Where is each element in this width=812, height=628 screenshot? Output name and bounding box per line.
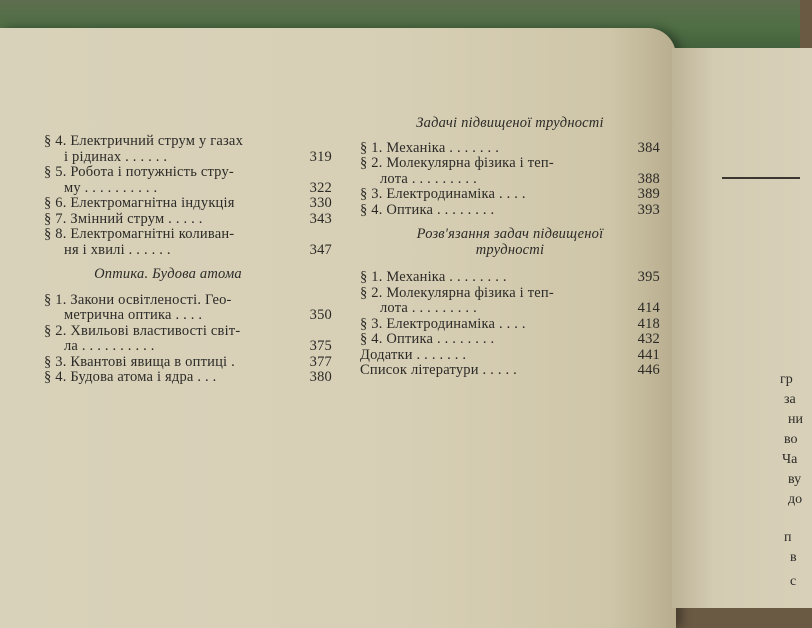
toc-page-number: 377 [309, 353, 332, 370]
toc-page-number: 380 [309, 369, 332, 385]
toc-entry-text: § 3. Електродинаміка . . . . [360, 315, 526, 332]
toc-page-number: 375 [309, 338, 332, 354]
toc-entry-text: § 8. Електромагнітні коливан- [44, 226, 235, 242]
toc-entry [360, 203, 660, 219]
toc-page-number: 330 [309, 195, 332, 211]
toc-entry-line [360, 141, 660, 157]
toc-entry-line [44, 293, 332, 309]
toc-entry-line [360, 286, 660, 302]
toc-entry [360, 286, 660, 317]
toc-page-number: 389 [637, 186, 660, 202]
toc-entry [44, 196, 332, 212]
toc-entry-text: § 2. Молекулярна фізика і теп- [360, 155, 554, 171]
toc-entry-text: § 4. Електричний струм у газах [44, 133, 244, 149]
toc-entry [44, 293, 332, 324]
section-heading-hard-problems: Задачі підвищеної трудності [416, 115, 604, 131]
toc-entry [360, 332, 660, 348]
fragment-text: с [790, 574, 797, 589]
toc-entry-line [44, 181, 332, 197]
fragment-text: ни [788, 412, 803, 427]
toc-entry-line [44, 308, 332, 324]
toc-entry-text: § 5. Робота і потужність стру- [44, 164, 234, 180]
toc-page-number: 393 [637, 201, 660, 218]
toc-entry-line [360, 317, 660, 333]
toc-entry-text: § 4. Оптика . . . . . . . . [360, 331, 495, 347]
fragment-text: п [784, 530, 792, 545]
toc-left-column [44, 134, 332, 386]
toc-entry-line [360, 332, 660, 348]
fragment-text: в [790, 550, 797, 565]
toc-page-number: 322 [309, 179, 332, 196]
toc-entry-text: § 4. Оптика . . . . . . . . [360, 201, 495, 218]
toc-page-number: 350 [309, 307, 332, 323]
fragment-text: ву [788, 472, 802, 487]
toc-entry-text: § 1. Закони освітленості. Гео- [44, 291, 232, 308]
toc-entry-line [44, 165, 332, 181]
toc-entry-line [360, 172, 660, 188]
fragment-text: во [784, 432, 798, 447]
toc-entry-line [44, 370, 332, 386]
toc-page-number: 432 [637, 331, 660, 347]
toc-entry-text: § 2. Молекулярна фізика і теп- [360, 284, 554, 301]
toc-entry-line [44, 324, 332, 340]
toc-entry-text: і рідинах . . . . . . [64, 148, 168, 165]
toc-entry-text: лота . . . . . . . . . [380, 300, 477, 316]
toc-page-number: 384 [637, 139, 660, 156]
toc-entry-line [360, 348, 660, 364]
toc-entry-text: ла . . . . . . . . . . [64, 338, 155, 354]
toc-entry [360, 348, 660, 364]
toc-entry-text: § 1. Механіка . . . . . . . [360, 139, 500, 156]
toc-entry-text: лота . . . . . . . . . [380, 170, 477, 187]
toc-entry [44, 324, 332, 355]
section-heading-optics: Оптика. Будова атома [94, 266, 242, 282]
toc-entry-text: § 7. Змінний струм . . . . . [44, 210, 203, 227]
toc-entry-line [44, 150, 332, 166]
fragment-text: Ча [782, 452, 798, 467]
toc-page-number: 446 [637, 362, 660, 378]
toc-entry-line [44, 196, 332, 212]
toc-entry [360, 141, 660, 157]
fragment-text: до [788, 492, 803, 507]
toc-entry-text: му . . . . . . . . . . [64, 179, 158, 196]
toc-entry-line [44, 339, 332, 355]
toc-entry [44, 355, 332, 371]
toc-entry [44, 212, 332, 228]
toc-entry [360, 317, 660, 333]
toc-entry [360, 270, 660, 286]
toc-entry [44, 370, 332, 386]
toc-entry [44, 134, 332, 165]
toc-entry-text: § 1. Механіка . . . . . . . . [360, 269, 507, 285]
fragment-text: гр [780, 372, 793, 387]
toc-entry-line [44, 212, 332, 228]
toc-page-number: 441 [637, 346, 660, 363]
toc-page-number: 395 [637, 269, 660, 285]
right-page-rule [722, 177, 800, 179]
toc-entry-line [360, 187, 660, 203]
toc-entry [360, 363, 660, 379]
toc-entry-line [44, 243, 332, 259]
toc-entry-line [360, 270, 660, 286]
toc-entry-line [44, 355, 332, 371]
toc-entry-line [44, 227, 332, 243]
toc-entry [44, 227, 332, 258]
toc-entry [44, 165, 332, 196]
toc-entry-text: § 3. Електродинаміка . . . . [360, 186, 526, 202]
toc-page-number: 418 [637, 315, 660, 332]
toc-page-number: 343 [309, 210, 332, 227]
toc-entry-line [360, 301, 660, 317]
toc-page-number: 347 [309, 241, 332, 258]
toc-page-number: 414 [637, 300, 660, 316]
toc-right-column [360, 116, 660, 379]
section-heading-solutions [360, 227, 660, 258]
right-page [672, 48, 812, 608]
toc-entry-text: § 3. Квантові явища в оптиці . [44, 353, 235, 370]
toc-entry-text: метрична оптика . . . . [64, 307, 203, 323]
heading-line: трудності [475, 241, 545, 258]
toc-entry [360, 156, 660, 187]
toc-entry-text: § 6. Електромагнітна індукція [44, 195, 235, 211]
toc-entry-line [360, 156, 660, 172]
toc-entry-text: Список літератури . . . . . [360, 362, 517, 378]
toc-page-number: 319 [309, 148, 332, 165]
heading-line: Розв'язання задач підвищеної [416, 226, 604, 242]
fragment-text: за [784, 392, 796, 407]
toc-entry-text: § 4. Будова атома і ядра . . . [44, 369, 217, 385]
toc-entry-line [360, 363, 660, 379]
toc-entry-line [44, 134, 332, 150]
toc-entry-line [360, 203, 660, 219]
toc-entry-text: § 2. Хвильові властивості світ- [44, 322, 241, 339]
toc-entry-text: Додатки . . . . . . . [360, 346, 467, 363]
toc-entry [360, 187, 660, 203]
toc-page-number: 388 [637, 170, 660, 187]
toc-entry-text: ня і хвилі . . . . . . [64, 241, 171, 258]
